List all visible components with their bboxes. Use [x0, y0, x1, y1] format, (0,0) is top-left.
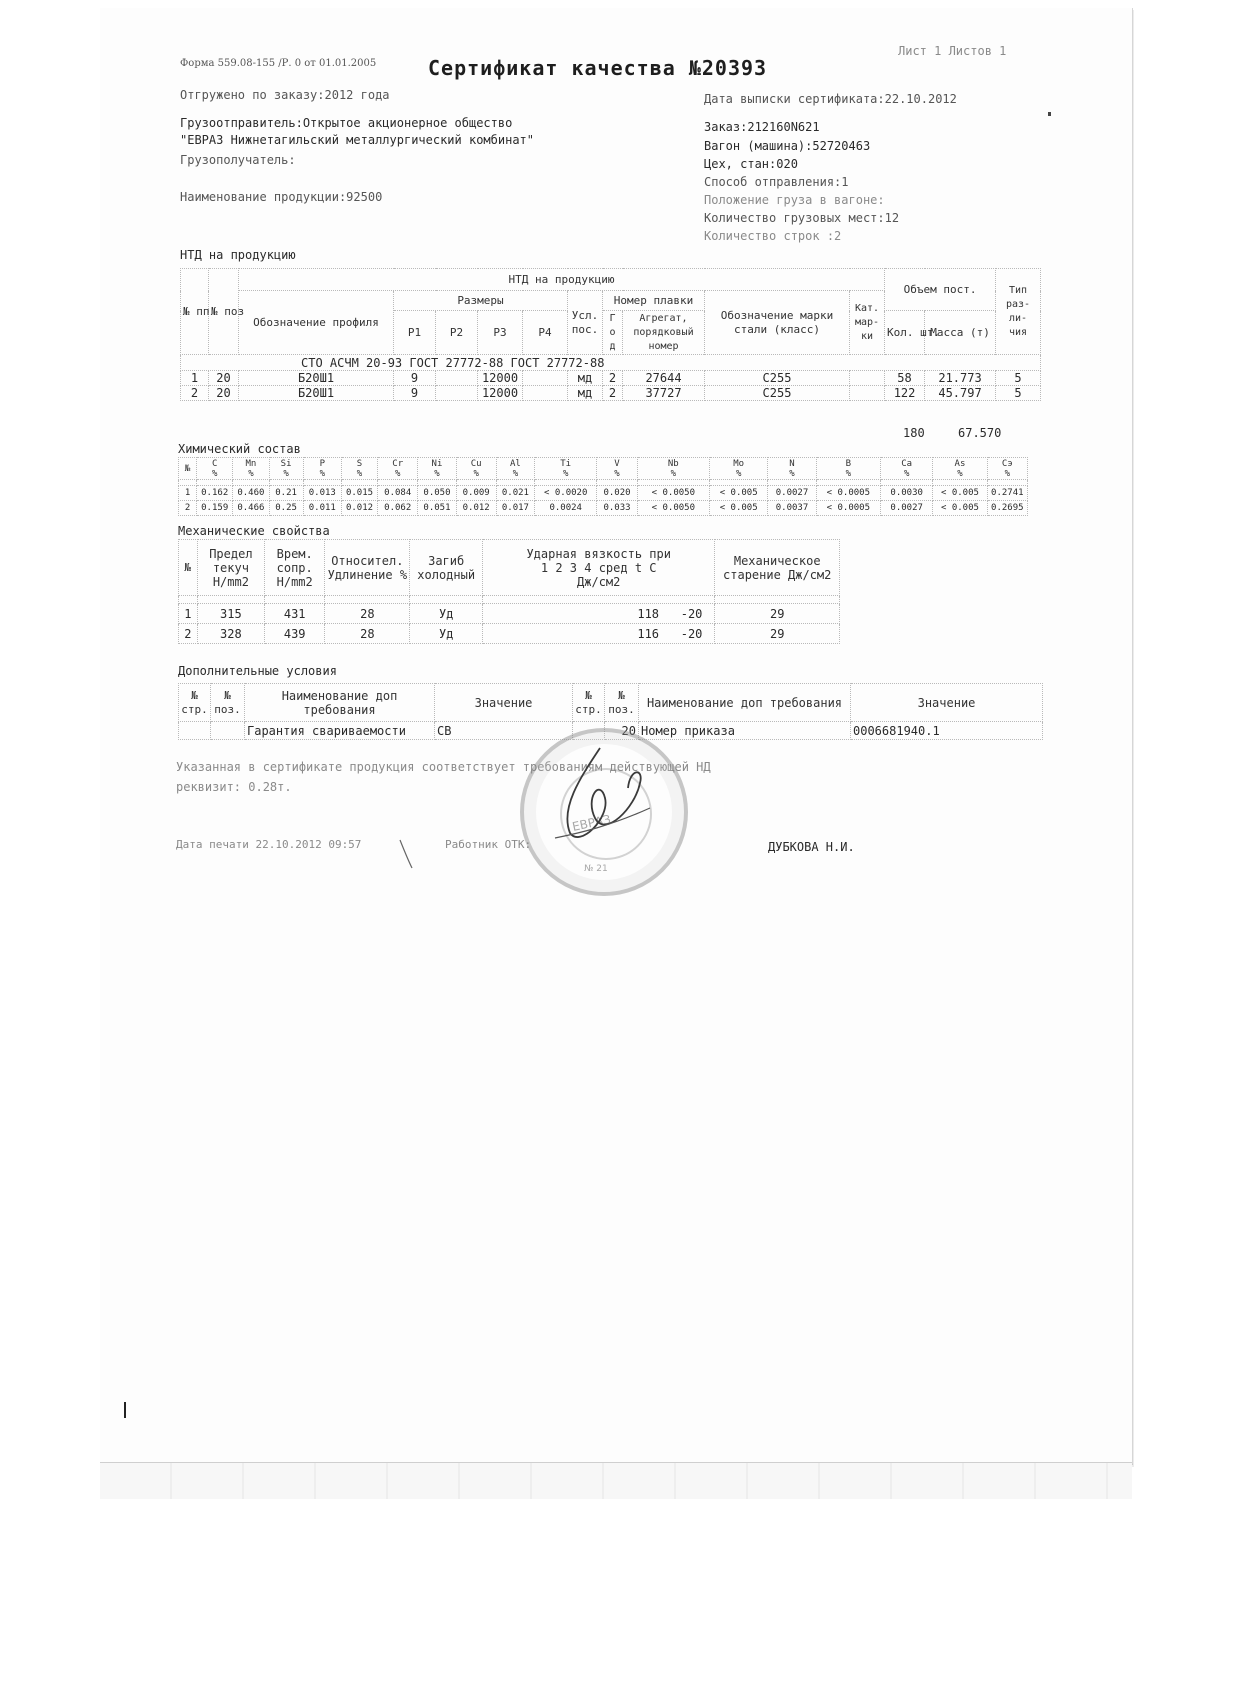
- scan-speck: [1048, 112, 1051, 116]
- shipped-order: Отгружено по заказу:2012 года: [180, 88, 390, 102]
- chem-cell: 0.013: [303, 486, 341, 501]
- col-row-2: № стр.: [573, 684, 605, 722]
- chem-cell: 0.062: [378, 501, 418, 516]
- chem-header-unit: %: [512, 468, 519, 479]
- chem-cell: 0.0030: [881, 486, 933, 501]
- col-elong: Относител. Удлинение %: [325, 540, 410, 596]
- cell-pp: 1: [181, 371, 209, 386]
- col-god: Г о д: [603, 311, 623, 355]
- chem-cell: 0.2695: [987, 501, 1027, 516]
- chem-cell: 0.466: [233, 501, 269, 516]
- cell-val1: СВ: [435, 722, 573, 740]
- col-p3: Р3: [478, 311, 523, 355]
- chem-header-label: V: [614, 458, 620, 469]
- cell-steel: C255: [705, 386, 850, 401]
- chem-header-unit: %: [356, 468, 363, 479]
- table-row: [181, 371, 1041, 386]
- cell-usl: мд: [568, 371, 603, 386]
- chem-cell: 0.2741: [987, 486, 1027, 501]
- col-type: Тип раз- ли- чия: [996, 269, 1041, 355]
- compliance-text: Указанная в сертификате продукция соответствует требованиям действующей НД: [176, 760, 711, 774]
- chem-header-unit: %: [735, 468, 742, 479]
- chem-header-label: Al: [509, 458, 521, 469]
- cell-mass: 45.797: [925, 386, 996, 401]
- chem-header-unit: %: [614, 468, 620, 479]
- col-n: №: [179, 540, 198, 596]
- chem-cell: < 0.0050: [637, 486, 709, 501]
- chem-cell: < 0.005: [933, 501, 987, 516]
- chem-cell: 0.25: [269, 501, 303, 516]
- cell-qty: 58: [885, 371, 925, 386]
- chem-header-unit: %: [789, 468, 795, 479]
- cell-profile: Б20Ш1: [239, 371, 394, 386]
- form-code: Форма 559.08-155 /Р. 0 от 01.01.2005: [180, 58, 377, 69]
- cell-n: 2: [179, 624, 198, 644]
- chem-cell: 0.0027: [881, 501, 933, 516]
- col-row: № стр.: [179, 684, 211, 722]
- chem-header-label: P: [319, 458, 325, 469]
- chem-cell: 2: [179, 501, 197, 516]
- scan-speck: [124, 1402, 126, 1418]
- cargo-places: Количество грузовых мест:12: [704, 211, 900, 225]
- stamp-number: № 21: [584, 864, 608, 874]
- page-edge: [100, 1462, 1132, 1499]
- chem-col-mn: [233, 458, 269, 480]
- total-mass: 67.570: [958, 426, 1002, 440]
- chem-cell: 0.162: [197, 486, 233, 501]
- col-poz-2: № поз.: [605, 684, 639, 722]
- chem-cell: < 0.005: [933, 486, 987, 501]
- col-value-2: Значение: [851, 684, 1043, 722]
- col-agg: Агрегат, порядковый номер: [623, 311, 705, 355]
- impact-avg: 118: [637, 606, 660, 621]
- cell-poz2: 20: [605, 722, 639, 740]
- cell-impact: [482, 604, 714, 624]
- cell-yield: 315: [197, 604, 264, 624]
- chem-header-unit: %: [395, 468, 401, 479]
- table-row: [179, 501, 1028, 516]
- chem-header-unit: %: [211, 468, 218, 479]
- chem-cell: 0.084: [378, 486, 418, 501]
- chem-cell: < 0.0005: [816, 486, 880, 501]
- cell-p3: 12000: [478, 371, 523, 386]
- ntd-section-label: НТД на продукцию: [180, 248, 296, 262]
- chem-header-unit: %: [319, 468, 325, 479]
- col-p4: Р4: [523, 311, 568, 355]
- cell-type: 5: [996, 386, 1041, 401]
- mech-section-label: Механические свойства: [178, 524, 330, 538]
- chem-header-unit: %: [283, 468, 289, 479]
- col-impact: [482, 540, 714, 596]
- chem-header-label: Nb: [667, 458, 679, 469]
- chem-col-as: [933, 458, 987, 480]
- chem-header-label: C: [211, 458, 218, 469]
- cell-usl: мд: [568, 386, 603, 401]
- col-volume: Объем пост.: [885, 269, 996, 311]
- print-date: Дата печати 22.10.2012 09:57: [176, 838, 362, 851]
- issue-date: Дата выписки сертификата:22.10.2012: [704, 92, 957, 106]
- chem-header-label: Cэ: [1001, 458, 1013, 469]
- chem-cell: 0.021: [496, 486, 534, 501]
- col-profile: Обозначение профиля: [239, 291, 394, 355]
- chem-cell: 0.012: [341, 501, 377, 516]
- cell-elong: 28: [325, 604, 410, 624]
- chem-header-label: N: [789, 458, 795, 469]
- chem-cell: < 0.0020: [535, 486, 597, 501]
- cell-profile: Б20Ш1: [239, 386, 394, 401]
- dispatch-method: Способ отправления:1: [704, 175, 849, 189]
- shipper-name: "ЕВРАЗ Нижнетагильский металлургический комбинат": [180, 133, 535, 147]
- chem-cell: 0.0027: [768, 486, 816, 501]
- chem-cell: 0.050: [418, 486, 456, 501]
- chem-header-label: №: [184, 463, 191, 474]
- chem-header-unit: %: [903, 468, 910, 479]
- chem-col-mo: [710, 458, 768, 480]
- total-qty: 180: [903, 426, 925, 440]
- chem-cell: 0.017: [496, 501, 534, 516]
- col-aging: Механическое старение Дж/см2: [715, 540, 840, 596]
- cell-req1: Гарантия свариваемости: [245, 722, 435, 740]
- chem-cell: < 0.0005: [816, 501, 880, 516]
- chem-col-cr: [378, 458, 418, 480]
- chem-cell: 0.0037: [768, 501, 816, 516]
- rows-count: Количество строк :2: [704, 229, 842, 243]
- col-qty: Кол. шт.: [885, 311, 925, 355]
- table-row: [181, 386, 1041, 401]
- cell-agg: 27644: [623, 371, 705, 386]
- chem-cell: < 0.005: [710, 501, 768, 516]
- cell-tensile: 431: [265, 604, 325, 624]
- chem-col-s: [341, 458, 377, 480]
- col-sizes: Размеры: [394, 291, 568, 311]
- otk-worker-label: Работник ОТК:: [445, 838, 532, 851]
- cell-bend: Уд: [410, 624, 483, 644]
- col-poz: № поз: [209, 269, 239, 355]
- col-tensile: Врем. сопр. Н/mm2: [265, 540, 325, 596]
- col-usl: Усл. пос.: [568, 291, 603, 355]
- cell-aging: 29: [715, 604, 840, 624]
- cell-p1: 9: [394, 386, 436, 401]
- col-value: Значение: [435, 684, 573, 722]
- col-pp: № пп: [181, 269, 209, 355]
- chem-cell: 0.051: [418, 501, 456, 516]
- cell-steel: C255: [705, 371, 850, 386]
- extra-section-label: Дополнительные условия: [178, 664, 337, 678]
- cell-yield: 328: [197, 624, 264, 644]
- chem-col-c: [197, 458, 233, 480]
- cell-p4: [523, 371, 568, 386]
- cell-kat: [850, 371, 885, 386]
- cell-val2: 0006681940.1: [851, 722, 1043, 740]
- col-poz: № поз.: [211, 684, 245, 722]
- shipper: Грузоотправитель:Открытое акционерное общество: [180, 116, 513, 130]
- chem-cell: 0.0024: [535, 501, 597, 516]
- chem-cell: 0.015: [341, 486, 377, 501]
- cell-kat: [850, 386, 885, 401]
- cell-req2: Номер приказа: [639, 722, 851, 740]
- chem-col-v: [597, 458, 637, 480]
- chem-col-si: [269, 458, 303, 480]
- impact-title: Ударная вязкость при: [526, 546, 671, 561]
- chem-col-al: [496, 458, 534, 480]
- chem-cell: 0.012: [456, 501, 496, 516]
- chem-header-label: Ti: [560, 458, 572, 469]
- chem-col-cэ: [987, 458, 1027, 480]
- col-mass: Масса (т): [925, 311, 996, 355]
- cell-mass: 21.773: [925, 371, 996, 386]
- impact-unit: Дж/см2: [577, 574, 621, 589]
- chem-table: [178, 457, 1028, 516]
- impact-temp: -20: [680, 626, 703, 641]
- stamp-logo: ЕВРАЗ: [570, 812, 612, 834]
- col-req-2: Наименование доп требования: [639, 684, 851, 722]
- chem-col-ca: [881, 458, 933, 480]
- chem-col-p: [303, 458, 341, 480]
- cell-pp: 2: [181, 386, 209, 401]
- impact-avg: 116: [637, 626, 660, 641]
- cell-qty: 122: [885, 386, 925, 401]
- mech-table: [178, 539, 840, 644]
- cell-p1: 9: [394, 371, 436, 386]
- cell-elong: 28: [325, 624, 410, 644]
- worker-name: ДУБКОВА Н.И.: [768, 840, 855, 854]
- shop-mill: Цех, стан:020: [704, 157, 798, 171]
- cell-p2: [436, 386, 478, 401]
- col-kat: Кат. мар- ки: [850, 291, 885, 355]
- cell-p4: [523, 386, 568, 401]
- chem-header-unit: %: [562, 468, 569, 479]
- chem-header-label: Cr: [392, 458, 404, 469]
- requisite: реквизит: 0.28т.: [176, 780, 292, 794]
- cell-n: 1: [179, 604, 198, 624]
- chem-header-label: As: [954, 458, 966, 469]
- chem-cell: 0.033: [597, 501, 637, 516]
- cell-poz: 20: [209, 386, 239, 401]
- chem-header-unit: %: [1004, 468, 1011, 479]
- cell-bend: Уд: [410, 604, 483, 624]
- ntd-table: [180, 268, 1041, 401]
- chem-col-nb: [637, 458, 709, 480]
- product-name: Наименование продукции:92500: [180, 190, 383, 204]
- cell-god: 2: [603, 386, 623, 401]
- chem-cell: 0.460: [233, 486, 269, 501]
- chem-header-unit: %: [670, 468, 677, 479]
- col-bend: Загиб холодный: [410, 540, 483, 596]
- sheet-number: Лист 1 Листов 1: [898, 44, 1007, 58]
- chem-cell: 0.011: [303, 501, 341, 516]
- col-p2: Р2: [436, 311, 478, 355]
- cell-tensile: 439: [265, 624, 325, 644]
- chem-cell: 0.159: [197, 501, 233, 516]
- wagon-number: Вагон (машина):52720463: [704, 139, 871, 153]
- chem-header-unit: %: [473, 468, 479, 479]
- chem-col-n: [179, 458, 197, 480]
- cell-agg: 37727: [623, 386, 705, 401]
- col-ntd-group: НТД на продукцию: [239, 269, 885, 291]
- chem-header-unit: %: [248, 468, 254, 479]
- chem-header-unit: %: [845, 468, 852, 479]
- table-row: [179, 604, 840, 624]
- chem-col-ni: [418, 458, 456, 480]
- table-row: [179, 486, 1028, 501]
- chem-cell: 0.020: [597, 486, 637, 501]
- cell-poz: 20: [209, 371, 239, 386]
- chem-col-n: [768, 458, 816, 480]
- chem-header-unit: %: [957, 468, 963, 479]
- chem-cell: 1: [179, 486, 197, 501]
- standard-line: СТО АСЧМ 20-93 ГОСТ 27772-88 ГОСТ 27772-88: [181, 355, 1041, 371]
- chem-header-label: B: [845, 458, 852, 469]
- chem-cell: 0.21: [269, 486, 303, 501]
- cell-aging: 29: [715, 624, 840, 644]
- col-req: Наименование доп требования: [245, 684, 435, 722]
- chem-cell: 0.009: [456, 486, 496, 501]
- col-p1: Р1: [394, 311, 436, 355]
- chem-section-label: Химический состав: [178, 442, 301, 456]
- chem-header-label: Mo: [733, 458, 745, 469]
- impact-sub: 1 2 3 4 сред t C: [540, 560, 657, 575]
- cell-p3: 12000: [478, 386, 523, 401]
- cell-poz: [211, 722, 245, 740]
- cell-impact: [482, 624, 714, 644]
- impact-temp: -20: [680, 606, 703, 621]
- chem-header-label: Ca: [901, 458, 913, 469]
- chem-col-ti: [535, 458, 597, 480]
- cell-row: [179, 722, 211, 740]
- col-melt: Номер плавки: [603, 291, 705, 311]
- chem-header-label: Mn: [245, 458, 257, 469]
- chem-header-label: Ni: [431, 458, 443, 469]
- order-number: Заказ:212160N621: [704, 120, 820, 134]
- chem-cell: < 0.0050: [637, 501, 709, 516]
- chem-col-b: [816, 458, 880, 480]
- chem-header-label: Si: [280, 458, 292, 469]
- chem-col-cu: [456, 458, 496, 480]
- cell-type: 5: [996, 371, 1041, 386]
- chem-cell: < 0.005: [710, 486, 768, 501]
- pen-mark: [398, 838, 418, 872]
- page-title: Сертификат качества №20393: [428, 56, 768, 80]
- consignee: Грузополучатель:: [180, 153, 296, 167]
- col-yield: Предел текуч Н/mm2: [197, 540, 264, 596]
- cargo-position: Положение груза в вагоне:: [704, 193, 885, 207]
- col-steel: Обозначение марки стали (класс): [705, 291, 850, 355]
- table-row: [179, 624, 840, 644]
- chem-header-unit: %: [434, 468, 440, 479]
- cell-god: 2: [603, 371, 623, 386]
- chem-header-label: Cu: [470, 458, 482, 469]
- chem-header-label: S: [356, 458, 363, 469]
- signature: [540, 738, 690, 858]
- cell-p2: [436, 371, 478, 386]
